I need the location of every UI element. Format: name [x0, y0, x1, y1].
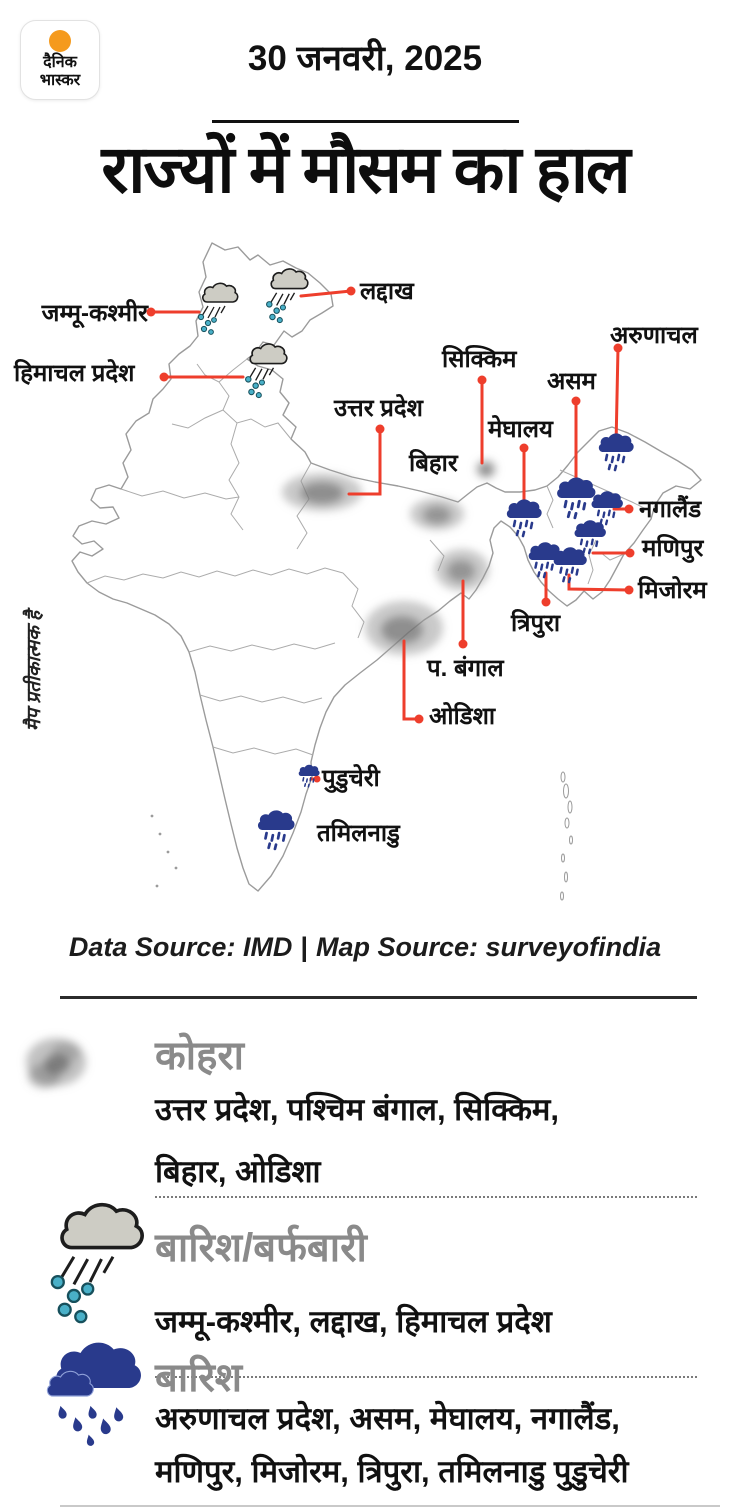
- rain-cloud-icon: [47, 1343, 141, 1447]
- legend-rain-states-line1: अरुणाचल प्रदेश, असम, मेघालय, नगालैंड,: [155, 1401, 620, 1436]
- map-label-odisha: ओडिशा: [429, 703, 496, 730]
- page-title: राज्यों में मौसम का हाल: [101, 132, 629, 206]
- legend-fog-states-line1: उत्तर प्रदेश, पश्चिम बंगाल, सिक्किम,: [155, 1092, 560, 1127]
- rain-cloud-manipur-icon: [575, 520, 606, 553]
- map-label-bihar: बिहार: [409, 450, 458, 477]
- map-label-jammu-kashmir: जम्मू-कश्मीर: [41, 300, 148, 327]
- data-source: Data Source: IMD: [68, 932, 293, 962]
- map-label-mizoram: मिजोरम: [638, 577, 707, 604]
- map-disclaimer: मैप प्रतीकात्मक है: [24, 610, 45, 732]
- map-label-ladakh: लद्दाख: [360, 278, 414, 305]
- logo-text-line1: दैनिक: [43, 54, 77, 71]
- map-label-meghalaya: मेघालय: [488, 416, 553, 443]
- lakshadweep-islands: [151, 815, 178, 888]
- map-weather-icons: [198, 269, 633, 849]
- rain-snow-cloud-jammu-kashmir-icon: [198, 283, 237, 334]
- rain-cloud-assam-icon: [557, 477, 595, 517]
- rain-snow-cloud-icon: [52, 1205, 142, 1322]
- map-label-manipur: मणिपुर: [642, 535, 704, 562]
- map-label-sikkim: सिक्किम: [442, 346, 517, 373]
- legend-rain-snow-states: जम्मू-कश्मीर, लद्दाख, हिमाचल प्रदेश: [155, 1304, 552, 1339]
- fog-icon: [26, 1038, 86, 1088]
- date-heading: 30 जनवरी, 2025: [247, 39, 483, 78]
- fog-patch-uttar-pradesh: [282, 473, 362, 511]
- source-separator: |: [300, 932, 308, 962]
- rain-cloud-arunachal-icon: [599, 433, 634, 470]
- andaman-islands: [561, 772, 573, 900]
- legend-rain-title: बारिश: [155, 1356, 243, 1400]
- map-label-tamil-nadu: तमिलनाडु: [317, 820, 400, 847]
- map-label-himachal: हिमाचल प्रदेश: [14, 360, 135, 387]
- map-source: Map Source: surveyofindia: [316, 932, 662, 962]
- legend-fog-title: कोहरा: [155, 1034, 245, 1078]
- rain-cloud-nagaland-icon: [592, 491, 623, 524]
- map-label-nagaland: नगालैंड: [639, 496, 702, 523]
- fog-patch-bihar: [410, 498, 464, 530]
- legend-rain-states-line2: मणिपुर, मिजोरम, त्रिपुरा, तमिलनाडु पुडुचेरी: [155, 1454, 629, 1489]
- logo-text-line2: भास्कर: [39, 72, 81, 89]
- map-label-assam: असम: [547, 368, 596, 395]
- map-label-uttar-pradesh: उत्तर प्रदेश: [334, 395, 423, 422]
- map-label-tripura: त्रिपुरा: [511, 610, 561, 637]
- legend-rain-snow-title: बारिश/बर्फबारी: [155, 1226, 367, 1270]
- india-outline: [72, 243, 704, 891]
- map-label-puducherry: पुडुचेरी: [322, 765, 380, 792]
- leader-dots: [147, 287, 635, 783]
- map-label-west-bengal: प. बंगाल: [427, 655, 504, 682]
- legend-fog-states-line2: बिहार, ओडिशा: [155, 1154, 321, 1189]
- rain-cloud-meghalaya-icon: [507, 499, 542, 536]
- fog-patch-sikkim: [476, 460, 496, 478]
- map-label-arunachal: अरुणाचल: [610, 322, 698, 349]
